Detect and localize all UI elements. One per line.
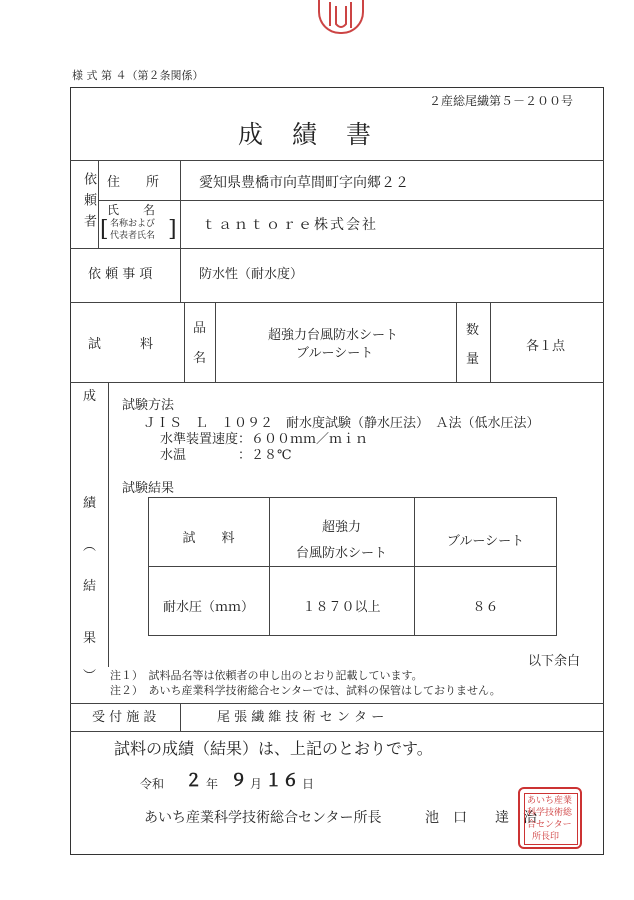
date-year: ２ xyxy=(185,771,202,791)
divider xyxy=(215,302,216,382)
name-value: ｔａｎｔｏｒｅ株式会社 xyxy=(202,217,378,233)
sample-label: 試 料 xyxy=(88,337,154,352)
method-heading: 試験方法 xyxy=(122,398,175,413)
address-label: 住 所 xyxy=(107,175,160,190)
divider xyxy=(70,703,604,704)
divider xyxy=(148,566,557,567)
seal-text: 所長印 xyxy=(532,832,560,842)
result-heading: 試験結果 xyxy=(122,481,175,496)
divider xyxy=(70,302,604,303)
seal-text: あいち産業 xyxy=(527,796,573,806)
product-label: 名 xyxy=(193,351,207,366)
qty-value: 各１点 xyxy=(526,339,566,354)
issuer: あいち産業科学技術総合センター所長 xyxy=(144,810,382,826)
date-era: 令和 xyxy=(140,777,165,791)
results-side-label: 成 xyxy=(83,389,97,404)
table-header-sample: 試 料 xyxy=(182,531,235,546)
form-label: 様 式 第 ４（第２条関係） xyxy=(72,69,204,82)
product-name-line: ブルーシート xyxy=(296,346,374,361)
divider xyxy=(70,731,604,732)
date-month: ９ xyxy=(230,771,247,791)
speed-line: 水準装置速度：６００ｍｍ／ｍｉｎ xyxy=(160,432,369,447)
table-header-col1: 超強力 xyxy=(321,520,361,535)
requester-group-label xyxy=(77,172,96,243)
statement: 試料の成績（結果）は、上記のとおりです。 xyxy=(114,739,433,758)
results-side-label: 績 xyxy=(83,496,97,511)
divider xyxy=(70,248,604,249)
qty-label: 量 xyxy=(466,352,480,367)
product-name-line: 超強力台風防水シート xyxy=(268,328,399,343)
date-unit: 月 xyxy=(250,777,263,791)
date-day: １６ xyxy=(265,771,299,791)
divider xyxy=(108,382,109,667)
bracket-left: [ xyxy=(100,217,109,242)
doc-number: ２産総尾繊第５－２００号 xyxy=(429,94,574,108)
name-sub-label: 代表者氏名 xyxy=(110,231,156,241)
divider xyxy=(180,160,181,303)
qty-label: 数 xyxy=(466,323,480,338)
top-seal xyxy=(318,0,364,34)
request-item-label: 依 頼 事 項 xyxy=(88,267,153,282)
divider xyxy=(180,703,181,731)
results-side-label: ︶ xyxy=(83,669,97,684)
table-row-label: 耐水圧（ｍｍ） xyxy=(162,600,254,615)
divider xyxy=(70,160,604,161)
divider xyxy=(490,302,491,382)
name-label: 氏 名 xyxy=(107,203,156,217)
table-cell: １８７０以上 xyxy=(302,600,381,615)
method-line: ＪＩＳ Ｌ １０９２ 耐水度試験（静水圧法） Ａ法（低水圧法） xyxy=(143,416,540,431)
temp-line: 水温 ：２８℃ xyxy=(160,448,292,463)
seal-text: 合センター xyxy=(527,820,572,830)
table-cell: ８６ xyxy=(472,600,499,615)
date-unit: 年 xyxy=(206,777,219,791)
divider xyxy=(70,382,604,383)
date-unit: 日 xyxy=(302,777,315,791)
results-side-label: 結 xyxy=(83,579,97,594)
note: 注１） 試料品名等は依頼者の申し出のとおり記載しています。 xyxy=(110,669,423,682)
request-item-value: 防水性（耐水度） xyxy=(199,267,304,282)
requester-group-text: 依頼者 xyxy=(81,172,96,235)
divider xyxy=(456,302,457,382)
issuer-name: 池 口 達 治 xyxy=(425,810,537,826)
table-header-col2: ブルーシート xyxy=(446,534,525,549)
divider xyxy=(184,302,185,382)
address-value: 愛知県豊橋市向草間町字向郷２２ xyxy=(199,175,409,191)
reception-label: 受 付 施 設 xyxy=(92,710,157,725)
product-label: 品 xyxy=(193,321,207,336)
seal-text: 科学技術総 xyxy=(527,808,573,818)
bracket-right: ] xyxy=(168,217,177,242)
official-seal xyxy=(518,787,582,849)
page-title: 成 績 書 xyxy=(238,120,374,149)
table-header-col1: 台風防水シート xyxy=(295,546,387,561)
results-side-label: 果 xyxy=(83,631,97,646)
results-side-label: ︵ xyxy=(83,539,97,554)
blank-below: 以下余白 xyxy=(528,654,581,669)
note: 注２） あいち産業科学技術総合センターでは、試料の保管はしておりません。 xyxy=(110,684,501,697)
name-sub-label: 名称および xyxy=(110,219,156,229)
divider xyxy=(98,200,604,201)
reception-value: 尾 張 繊 維 技 術 セ ン タ ー xyxy=(217,710,385,725)
